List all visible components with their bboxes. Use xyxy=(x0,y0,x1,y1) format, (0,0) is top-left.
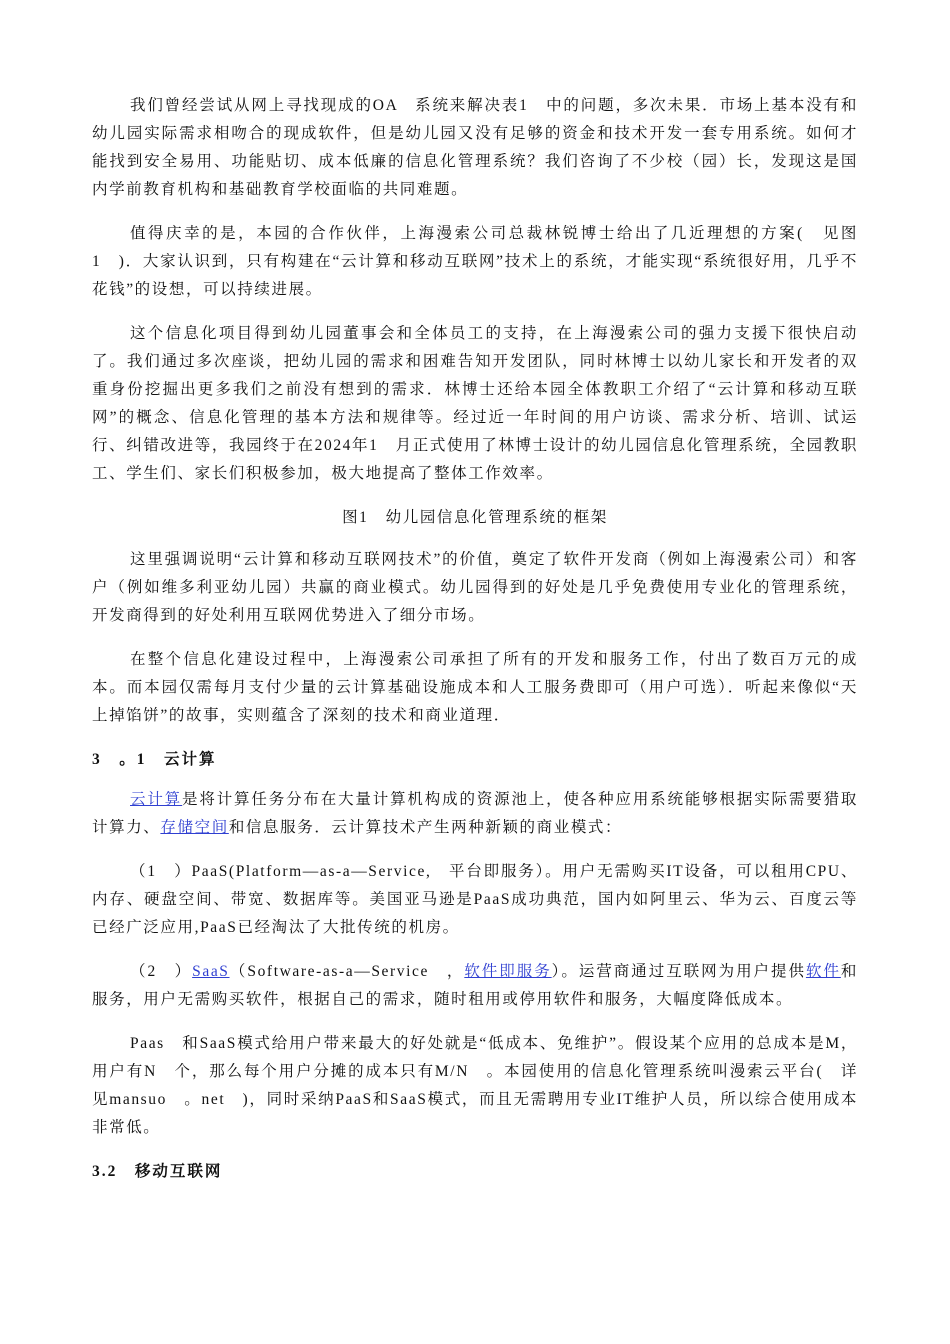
link-storage-space[interactable]: 存储空间 xyxy=(160,819,229,836)
link-saas[interactable]: SaaS xyxy=(192,963,230,980)
paragraph-cost: 在整个信息化建设过程中，上海漫索公司承担了所有的开发和服务工作，付出了数百万元的成本。而本园仅需每月支付少量的云计算基础设施成本和人工服务费即可（用户可选）．听起来像似“天上掉馅饼”的故事，实则蕴含了深刻的技术和商业道理． xyxy=(92,651,858,724)
cloud-definition-text-b: 和信息服务．云计算技术产生两种新颖的商业模式： xyxy=(228,819,623,836)
section-heading-mobile-internet: 3.2 移动互联网 xyxy=(92,1163,223,1180)
section-heading-cloud-computing: 3 。1 云计算 xyxy=(92,751,217,768)
paragraph-cost-summary: Paas 和SaaS模式给用户带来最大的好处就是“低成本、免维护”。假设某个应用的总成本是M，用户有N 个，那么每个用户分摊的成本只有M/N 。本园使用的信息化管理系统叫漫索云平台( 详见mansuo 。net )，同时采纳PaaS和SaaS模式，而且无需聘用专业IT维护人员，所以综合使用成本非常低。 xyxy=(92,1035,858,1136)
saas-item-number: （2 ） xyxy=(130,963,193,980)
figure-caption: 图1 幼儿园信息化管理系统的框架 xyxy=(342,509,608,526)
link-cloud-computing[interactable]: 云计算 xyxy=(130,791,183,808)
paragraph-project-launch: 这个信息化项目得到幼儿园董事会和全体员工的支持，在上海漫索公司的强力支援下很快启动了。我们通过多次座谈，把幼儿园的需求和困难告知开发团队，同时林博士以幼儿家长和开发者的双重身份挖掘出更多我们之前没有想到的需求．林博士还给本园全体教职工介绍了“云计算和移动互联网”的概念、信息化管理的基本方法和规律等。经过近一年时间的用户访谈、需求分析、培训、试运行、纠错改进等，我园终于在2024年1 月正式使用了林博士设计的幼儿园信息化管理系统，全园教职工、学生们、家长们积极参加，极大地提高了整体工作效率。 xyxy=(92,325,858,482)
paragraph-cloud-definition xyxy=(92,786,858,842)
paragraph-partner-solution: 值得庆幸的是，本园的合作伙伴，上海漫索公司总裁林锐博士给出了几近理想的方案( 见图1 )．大家认识到，只有构建在“云计算和移动互联网”技术上的系统，才能实现“系统很好用，几乎不花钱”的设想，可以持续进展。 xyxy=(92,225,858,298)
saas-rest-text: 和服务，用户无需购买软件，根据自己的需求，随时租用或停用软件和服务，大幅度降低成本。 xyxy=(92,963,858,1008)
cloud-definition-text-a: 是将计算任务分布在大量计算机构成的资源池上，使各种应用系统能够根据实际需要猎取计算力、 xyxy=(92,791,858,836)
document-page xyxy=(92,92,858,1198)
paragraph-saas xyxy=(92,958,858,1014)
paragraph-value-emphasis: 这里强调说明“云计算和移动互联网技术”的价值，奠定了软件开发商（例如上海漫索公司）和客户（例如维多利亚幼儿园）共赢的商业模式。幼儿园得到的好处是几乎免费使用专业化的管理系统，开发商得到的好处利用互联网优势进入了细分市场。 xyxy=(92,551,858,624)
saas-expansion-text: （Software-as-a—Service ， xyxy=(229,963,465,980)
saas-operator-text: ）。运营商通过互联网为用户提供 xyxy=(551,963,806,980)
link-software-as-service[interactable]: 软件即服务 xyxy=(464,963,552,980)
paragraph-oa-search: 我们曾经尝试从网上寻找现成的OA 系统来解决表1 中的问题，多次未果．市场上基本没有和幼儿园实际需求相吻合的现成软件，但是幼儿园又没有足够的资金和技术开发一套专用系统。如何才能找到安全易用、功能贴切、成本低廉的信息化管理系统？我们咨询了不少校（园）长，发现这是国内学前教育机构和基础教育学校面临的共同难题。 xyxy=(92,97,858,198)
link-software[interactable]: 软件 xyxy=(805,963,841,980)
paragraph-paas: （1 ）PaaS(Platform—as-a—Service, 平台即服务）。用户无需购买IT设备，可以租用CPU、内存、硬盘空间、带宽、数据库等。美国亚马逊是PaaS成功典范，国内如阿里云、华为云、百度云等已经广泛应用,PaaS已经淘汰了大批传统的机房。 xyxy=(92,863,858,936)
